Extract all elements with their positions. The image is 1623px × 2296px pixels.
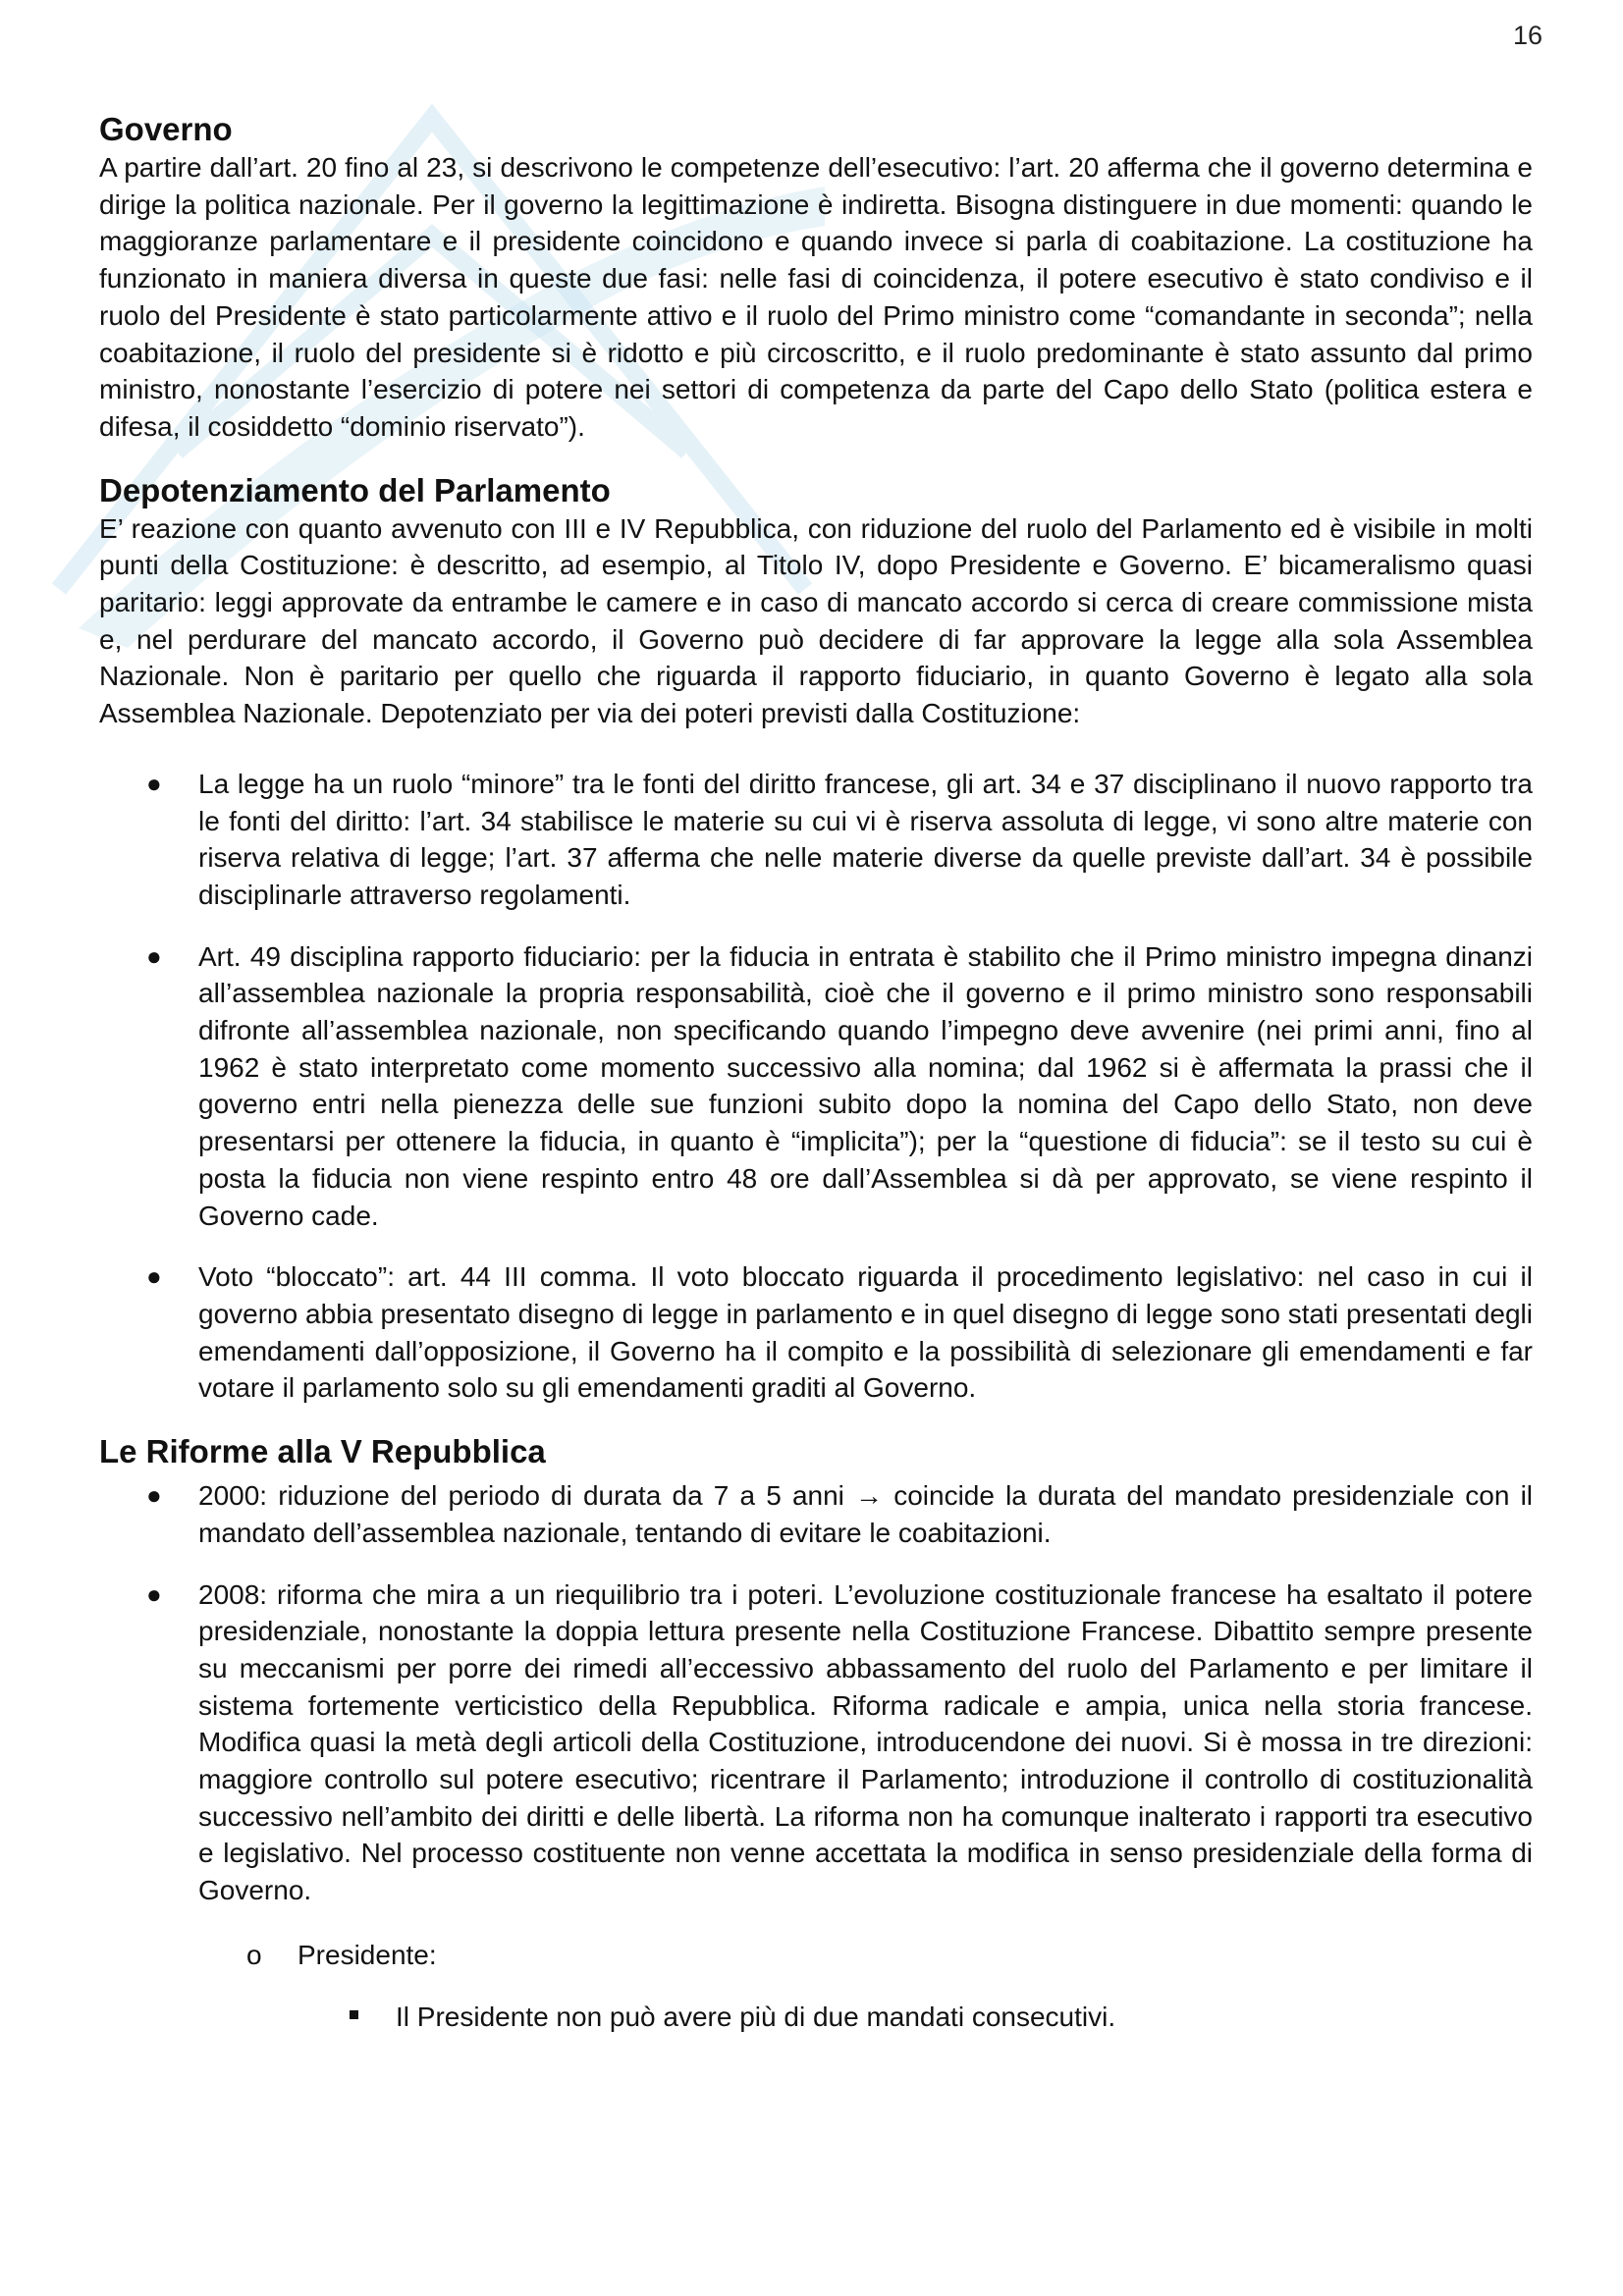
section-title-parlamento: Depotenziamento del Parlamento	[99, 471, 611, 508]
list-item	[99, 938, 1533, 1235]
list-item	[99, 766, 1533, 914]
sub-sub-list-item-text: Il Presidente non può avere più di due mandati consecutivi.	[396, 2001, 1116, 2032]
list-item	[99, 1258, 1533, 1407]
governo-paragraph: A partire dall’art. 20 fino al 23, si descrivono le competenze dell’esecutivo: l’art. 20 afferma che il governo determina e dirige la politica nazionale. Per il governo la legittimazione è indiretta. Bisogna distinguere in due momenti: quando le maggioranze parlamentare e il presidente coincidono e quando invece si parla di coabitazione. La costituzione ha funzionato in maniera diversa in queste due fasi: nelle fasi di coincidenza, il potere esecutivo è stato condiviso e il ruolo del Presidente è stato particolarmente attivo e il ruolo del Primo ministro come “comandante in seconda”; nella coabitazione, il ruolo del presidente si è ridotto e più circoscritto, e il ruolo predominante è stato assunto dal primo ministro, nonostante l’esercizio di potere nei settori di competenza da parte del Capo dello Stato (politica estera e difesa, il cosiddetto “dominio riservato”).	[99, 152, 1533, 442]
parlamento-paragraph: E’ reazione con quanto avvenuto con III e IV Repubblica, con riduzione del ruolo del Parlamento ed è visibile in molti punti della Costituzione: è descritto, ad esempio, al Titolo IV, dopo Presidente e Governo. E’ bicameralismo quasi paritario: leggi approvate da entrambe le camere e in caso di mancato accordo si cerca di creare commissione mista e, nel perdurare del mancato accordo, il Governo può decidere di far approvare la legge alla sola Assemblea Nazionale. Non è paritario per quello che riguarda il rapporto fiduciario, in quanto Governo è legato alla sola Assemblea Nazionale. Depotenziato per via dei poteri previsti dalla Costituzione:	[99, 512, 1533, 729]
sub-list-item-presidente	[99, 1937, 1533, 1974]
riforme-bullet-list	[99, 1477, 1533, 1909]
bullet-icon: ●	[146, 1261, 162, 1292]
list-item-text: La legge ha un ruolo “minore” tra le fonti del diritto francese, gli art. 34 e 37 disciplinano il nuovo rapporto tra le fonti del diritto: l’art. 34 stabilisce le materie su cui vi è riserva assoluta di legge, vi sono altre materie con riserva relativa di legge; l’art. 37 afferma che nelle materie diverse da quelle previste dall’art. 34 è possibile disciplinarle attraverso regolamenti.	[198, 768, 1533, 910]
parlamento-bullet-list	[99, 766, 1533, 1407]
sub-sub-list-item	[99, 1999, 1533, 2036]
bullet-icon: ●	[146, 940, 162, 971]
list-item-text: 2008: riforma che mira a un riequilibrio tra i poteri. L’evoluzione costituzionale francese ha esaltato il potere presidenziale, nonostante la doppia lettura presente nella Costituzione Francese. Dibattito sempre presente su meccanismi per porre dei rimedi all’eccessivo abbassamento del ruolo del Parlamento e per limitare il sistema fortemente verticistico della Repubblica. Riforma radicale e ampia, unica nella storia francese. Modifica quasi la metà degli articoli della Costituzione, introducendone dei nuovi. Si è mossa in tre direzioni: maggiore controllo sul potere esecutivo; ricentrare il Parlamento; introduzione il controllo di costituzionalità successivo nell’ambito dei diritti e delle libertà. La riforma non ha comunque inalterato i rapporti tra esecutivo e legislativo. Nel processo costituente non venne accettata la modifica in senso presidenziale della forma di Governo.	[198, 1578, 1533, 1906]
bullet-icon: ●	[146, 1578, 162, 1609]
list-item-text: 2000: riduzione del periodo di durata da 7 a 5 anni	[198, 1480, 844, 1512]
arrow-right-icon: →	[855, 1480, 884, 1512]
list-item-text: Art. 49 disciplina rapporto fiduciario: per la fiducia in entrata è stabilito che il Primo ministro impegna dinanzi all’assemblea nazionale la propria responsabilità, cioè che il governo e il primo ministro sono responsabili difronte all’assemblea nazionale, non specificando quando l’impegno deve avvenire (nei primi anni, fino al 1962 è stato interpretato come momento successivo alla nomina; dal 1962 si è affermata la prassi che il governo entri nella pienezza delle sue funzioni subito dopo la nomina del Capo dello Stato, non deve presentarsi per ottenere la fiducia, in quanto è “implicita”); per la “questione di fiducia”: se il testo su cui è posta la fiducia non viene respinto entro 48 ore dall’Assemblea si dà per approvato, se viene respinto il Governo cade.	[198, 940, 1533, 1231]
section-title-governo: Governo	[99, 111, 233, 147]
circle-bullet-icon: o	[246, 1939, 262, 1970]
list-item	[99, 1576, 1533, 1909]
bullet-icon: ●	[146, 768, 162, 798]
sub-list-item-label: Presidente:	[298, 1939, 437, 1970]
list-item-text: Voto “bloccato”: art. 44 III comma. Il voto bloccato riguarda il procedimento legislativo: nel caso in cui il governo abbia presentato disegno di legge in parlamento e in quel disegno di legge sono stati presentati degli emendamenti dall’opposizione, il Governo ha il compito e la possibilità di selezionare gli emendamenti e far votare il parlamento solo su gli emendamenti graditi al Governo.	[198, 1261, 1533, 1404]
list-item	[99, 1477, 1533, 1551]
document-body	[99, 110, 1533, 2035]
page-number: 16	[1512, 21, 1542, 50]
bullet-icon: ●	[146, 1480, 162, 1511]
section-title-riforme: Le Riforme alla V Repubblica	[99, 1433, 546, 1470]
list-item-text: coincide la durata del mandato presidenziale con il mandato dell’assemblea nazionale, tentando di evitare le coabitazioni.	[198, 1480, 1534, 1548]
square-bullet-icon	[350, 2010, 358, 2019]
